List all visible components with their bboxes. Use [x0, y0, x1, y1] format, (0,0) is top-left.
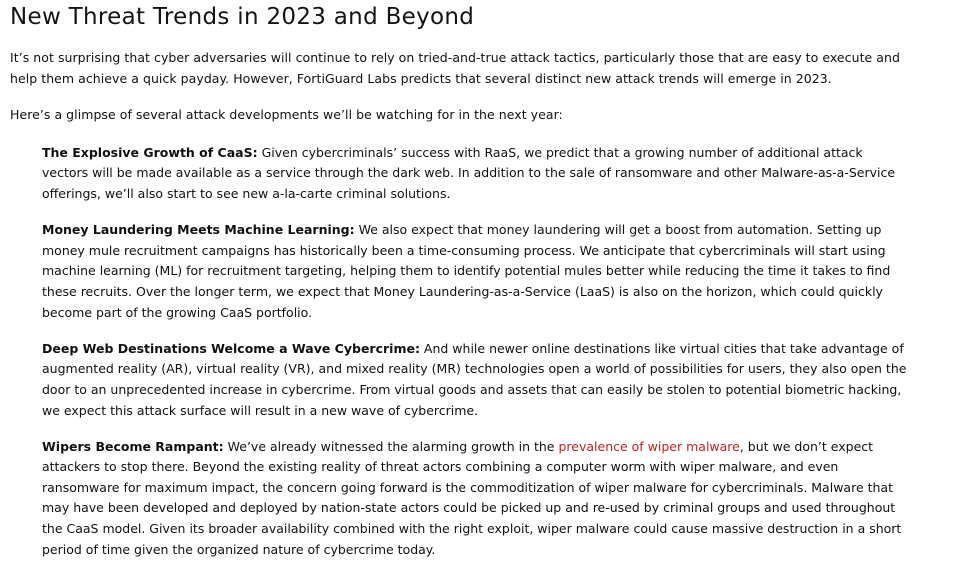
trend-item-money-laundering	[42, 220, 912, 323]
trend-item-wipers	[42, 437, 912, 561]
trend-heading: Money Laundering Meets Machine Learning:	[42, 222, 355, 238]
article-title: New Threat Trends in 2023 and Beyond	[10, 4, 475, 30]
trend-body-after-link: , but we don’t expect attackers to stop there. Beyond the existing reality of threat actors combining a computer worm with wiper malware, and even ransomware for maximum impact, the concern going forward is the commoditization of wiper malware for cybercriminals. Malware that may have been developed and deployed by nation-state actors could be picked up and re-used by criminal groups and used throughout the CaaS model. Given its broader availability combined with the right exploit, wiper malware could cause massive destruction in a short period of time given the organized nature of cybercrime today.	[42, 438, 902, 557]
trend-body: Given cybercriminals’ success with RaaS, we predict that a growing number of additional attack vectors will be made available as a service through the dark web. In addition to the sale of ransomware and other Malware-as-a-Service offerings, we’ll also start to see new a-la-carte criminal solutions.	[42, 144, 896, 201]
trend-item-caas	[42, 143, 912, 205]
trend-body: And while newer online destinations like virtual cities that take advantage of augmented reality (AR), virtual reality (VR), and mixed reality (MR) technologies open a world of possibilities for users, they also open the door to an unprecedented increase in cybercrime. From virtual goods and assets that can easily be stolen to potential biometric hacking, we expect this attack surface will result in a new wave of cybercrime.	[42, 340, 907, 418]
lead-in-paragraph: Here’s a glimpse of several attack developments we’ll be watching for in the next year:	[10, 107, 563, 123]
trend-body: We also expect that money laundering will get a boost from automation. Setting up money mule recruitment campaigns has historically been a time-consuming process. We anticipate that cybercriminals will start using machine learning (ML) for recruitment targeting, helping them to identify potential mules better while reducing the time it takes to find these recruits. Over the longer term, we expect that Money Laundering-as-a-Service (LaaS) is also on the horizon, which could quickly become part of the growing CaaS portfolio.	[42, 222, 891, 320]
trend-body-before-link: We’ve already witnessed the alarming growth in the	[223, 438, 559, 454]
trend-heading: The Explosive Growth of CaaS:	[42, 144, 258, 160]
intro-paragraph: It’s not surprising that cyber adversaries will continue to rely on tried-and-true attack tactics, particularly those that are easy to execute and help them achieve a quick payday. However, FortiGuard Labs predicts that several distinct new attack trends will emerge in 2023.	[10, 50, 900, 86]
wiper-malware-link[interactable]: prevalence of wiper malware	[558, 438, 740, 454]
trend-item-deep-web	[42, 339, 912, 421]
trend-list	[42, 143, 912, 560]
trend-heading: Deep Web Destinations Welcome a Wave Cybercrime:	[42, 340, 420, 356]
trend-heading: Wipers Become Rampant:	[42, 438, 224, 454]
